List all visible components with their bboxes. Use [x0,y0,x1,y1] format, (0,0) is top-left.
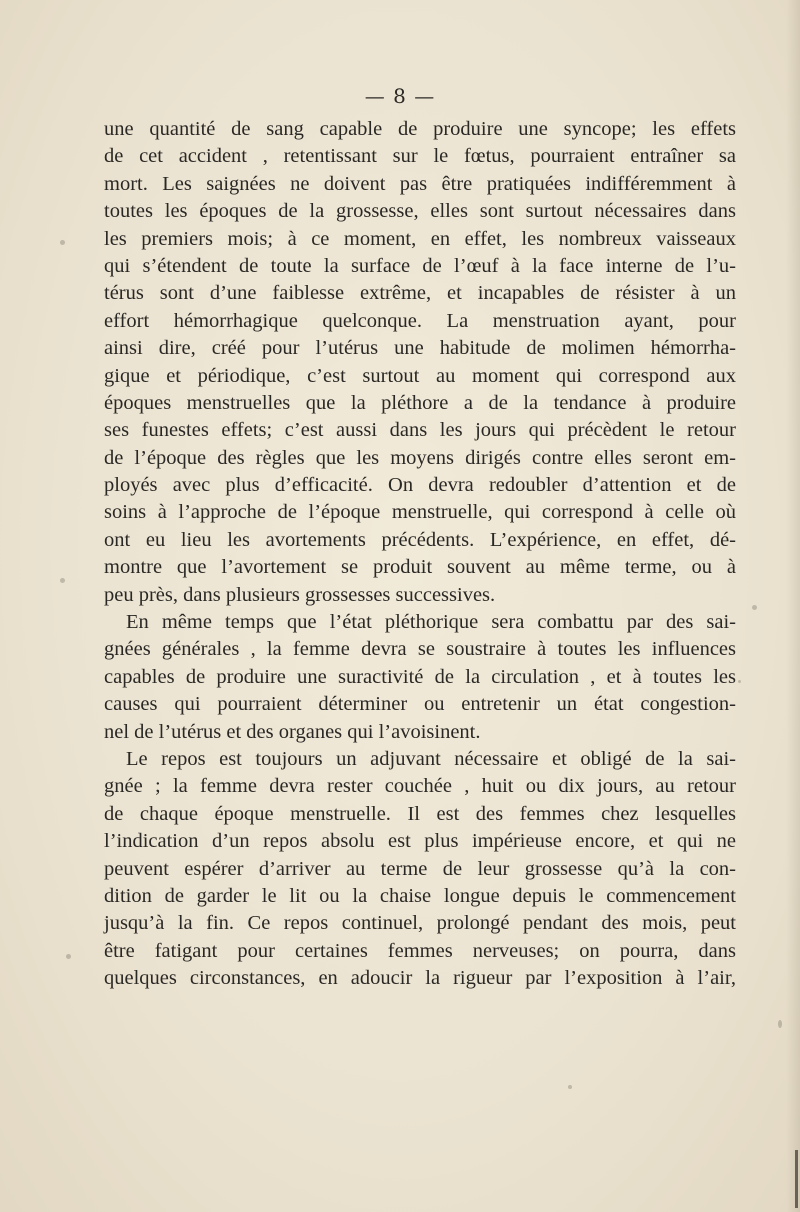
text-line: mort. Les saignées ne doivent pas être pratiquées indifféremment à [104,172,736,195]
text-line: être fatigant pour certaines femmes nerveuses; on pourra, dans [104,939,736,962]
page-number: — 8 — [364,84,436,108]
page-edge-mark [795,1150,798,1208]
text-line: les premiers mois; à ce moment, en effet, les nombreux vaisseaux [104,227,736,250]
text-line: ses funestes effets; c’est aussi dans les jours qui précèdent le retour [104,419,736,442]
text-line: ployés avec plus d’efficacité. On devra redoubler d’attention et de [104,474,736,497]
text-line: En même temps que l’état pléthorique sera combattu par des sai- [126,611,736,634]
text-line: gnée ; la femme devra rester couchée , huit ou dix jours, au retour [104,775,736,798]
paper-speck [752,605,757,610]
text-line: époques menstruelles que la pléthore a de la tendance à produire [104,391,736,414]
paper-speck [738,680,741,683]
text-line: jusqu’à la fin. Ce repos continuel, prolongé pendant des mois, peut [104,912,736,935]
text-line: Le repos est toujours un adjuvant nécessaire et obligé de la sai- [126,747,736,770]
text-line: térus sont d’une faiblesse extrême, et incapables de résister à un [104,282,736,305]
text-line: gique et périodique, c’est surtout au moment qui correspond aux [104,364,736,387]
body-text [104,116,736,993]
text-line: capables de produire une suractivité de la circulation , et à toutes les [104,665,736,688]
text-line: montre que l’avortement se produit souvent au même terme, ou à [104,556,736,579]
text-line: toutes les époques de la grossesse, elles sont surtout nécessaires dans [104,200,736,223]
paper-speck [60,578,65,583]
text-line: ainsi dire, créé pour l’utérus une habitude de molimen hémorrha- [104,337,736,360]
text-line: nel de l’utérus et des organes qui l’avoisinent. [104,720,481,743]
text-line: de l’époque des règles que les moyens dirigés contre elles seront em- [104,446,736,469]
page-edge-shadow [786,0,800,1212]
paper-speck [778,1020,782,1028]
text-line: de chaque époque menstruelle. Il est des femmes chez lesquelles [104,802,736,825]
paper-speck [60,240,65,245]
text-line: de cet accident , retentissant sur le fœtus, pourraient entraîner sa [104,145,736,168]
text-line: gnées générales , la femme devra se soustraire à toutes les influences [104,638,736,661]
text-line: ont eu lieu les avortements précédents. L’expérience, en effet, dé- [104,528,736,551]
text-line: effort hémorrhagique quelconque. La menstruation ayant, pour [104,309,736,332]
text-line: peu près, dans plusieurs grossesses successives. [104,583,496,606]
text-line: l’indication d’un repos absolu est plus impérieuse encore, et qui ne [104,830,736,853]
text-line: causes qui pourraient déterminer ou entretenir un état congestion- [104,693,736,716]
paper-speck [66,954,71,959]
paper-speck [568,1085,572,1089]
text-line: qui s’étendent de toute la surface de l’œuf à la face interne de l’u- [104,254,736,277]
text-line: quelques circonstances, en adoucir la rigueur par l’exposition à l’air, [104,967,736,990]
text-line: soins à l’approche de l’époque menstruelle, qui correspond à celle où [104,501,736,524]
text-line: dition de garder le lit ou la chaise longue depuis le commencement [104,884,736,907]
text-line: peuvent espérer d’arriver au terme de leur grossesse qu’à la con- [104,857,736,880]
text-line: une quantité de sang capable de produire une syncope; les effets [104,118,736,140]
